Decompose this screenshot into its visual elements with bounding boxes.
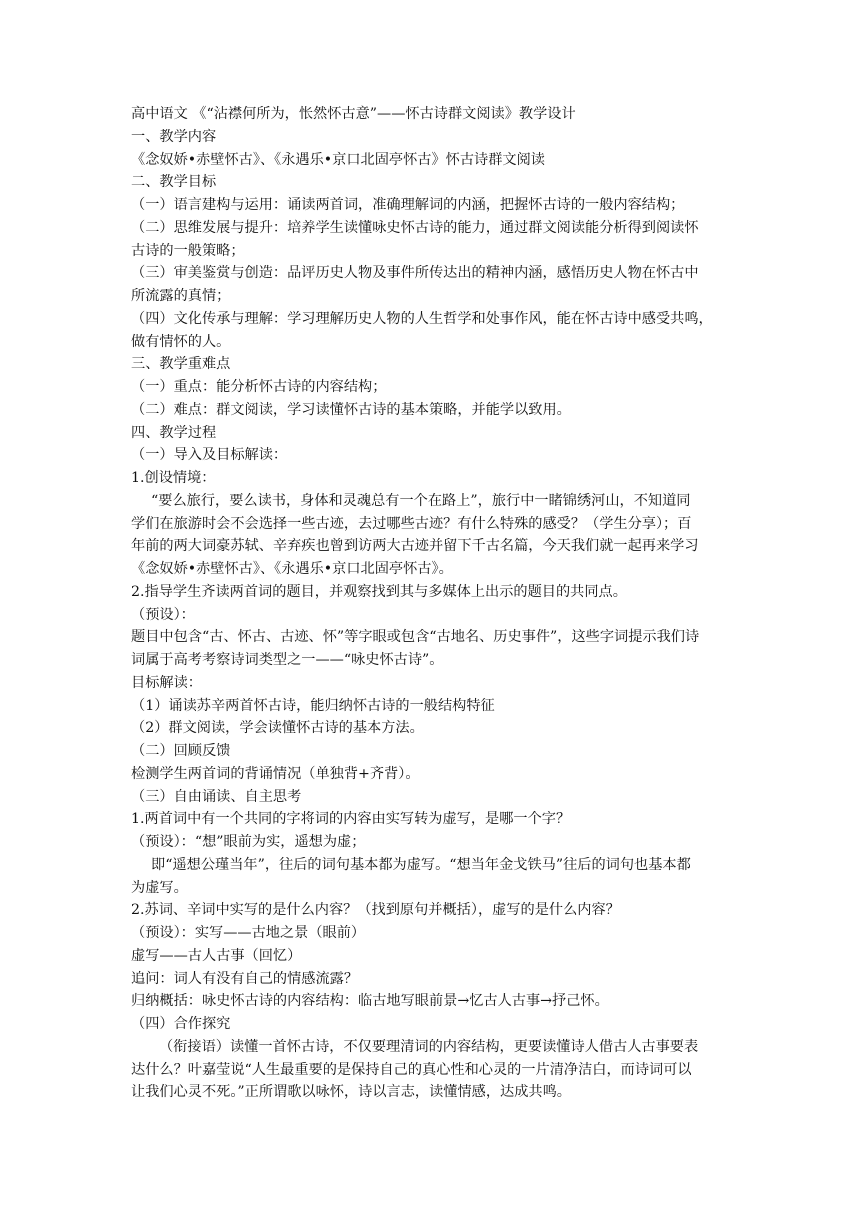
paragraph-line: 归纳概括：咏史怀古诗的内容结构：临古地写眼前景→忆古人古事→抒己怀。 xyxy=(131,993,609,1010)
paragraph-line: （二）思维发展与提升：培养学生读懂咏史怀古诗的能力，通过群文阅读能分析得到阅读怀 xyxy=(131,219,699,236)
section-heading-key-points: 三、教学重难点 xyxy=(131,356,231,373)
paragraph-line: 词属于高考考察诗词类型之一——“咏史怀古诗”。 xyxy=(131,652,444,668)
paragraph-line: （一）语言建构与运用：诵读两首词，准确理解词的内涵，把握怀古诗的一般内容结构； xyxy=(131,197,685,213)
section-heading-process: 四、教学过程 xyxy=(131,424,217,441)
paragraph-line: 2.苏词、辛词中实写的是什么内容？（找到原句并概括），虚写的是什么内容？ xyxy=(131,902,620,919)
paragraph-line: 为虚写。 xyxy=(131,879,188,896)
paragraph-line: 2.指导学生齐读两首词的题目，并观察找到其与多媒体上出示的题目的共同点。 xyxy=(131,583,627,600)
paragraph-line: 目标解读： xyxy=(131,674,202,691)
paragraph-line: 《念奴娇•赤壁怀古》、《永遇乐•京口北固亭怀古》。 xyxy=(131,561,453,577)
paragraph-line: 检测学生两首词的背诵情况（单独背+齐背）。 xyxy=(131,765,420,782)
paragraph-line: 达什么？叶嘉莹说“人生最重要的是保持自己的真心性和心灵的一片清净洁白，而诗词可以 xyxy=(131,1061,692,1078)
paragraph-line: （预设）：实写——古地之景（眼前） xyxy=(131,925,366,941)
paragraph-line: 追问：词人有没有自己的情感流露？ xyxy=(131,970,359,987)
paragraph-line: （1）诵读苏辛两首怀古诗，能归纳怀古诗的一般结构特征 xyxy=(131,697,495,714)
paragraph-line: （四）文化传承与理解：学习理解历史人物的人生哲学和处事作风，能在怀古诗中感受共鸣， xyxy=(131,310,713,327)
paragraph-line: 1.两首词中有一个共同的字将词的内容由实写转为虚写，是哪一个字？ xyxy=(131,811,571,828)
paragraph-line: 即“遥想公瑾当年”，往后的词句基本都为虚写。“想当年金戈铁马”往后的词句也基本都 xyxy=(151,856,691,873)
paragraph-line: （三）审美鉴赏与创造：品评历史人物及事件所传达出的精神内涵，感悟历史人物在怀古中 xyxy=(131,265,699,282)
paragraph-line: 1.创设情境： xyxy=(131,470,216,486)
paragraph-line: 让我们心灵不死。”正所谓歌以咏怀，诗以言志，读懂情感，达成共鸣。 xyxy=(131,1084,571,1101)
paragraph-line: （2）群文阅读，学会读懂怀古诗的基本方法。 xyxy=(131,720,424,737)
paragraph-line: （四）合作探究 xyxy=(131,1016,231,1032)
section-heading-objectives: 二、教学目标 xyxy=(131,174,217,191)
paragraph-line: （二）回顾反馈 xyxy=(131,743,231,759)
paragraph-line: （一）重点：能分析怀古诗的内容结构； xyxy=(131,379,387,395)
paragraph-line: （衔接语）读懂一首怀古诗，不仅要理清词的内容结构，更要读懂诗人借古人古事要表 xyxy=(159,1038,699,1055)
paragraph-line: 学们在旅游时会不会选择一些古迹，去过哪些古迹？有什么特殊的感受？（学生分享）；百 xyxy=(131,515,692,532)
paragraph-line: （三）自由诵读、自主思考 xyxy=(131,788,302,805)
paragraph-line: 做有情怀的人。 xyxy=(131,333,231,350)
paragraph-line: （预设）：“想”眼前为实，遥想为虚； xyxy=(131,834,366,850)
section-heading-content: 一、教学内容 xyxy=(131,128,217,145)
paragraph-line: （预设）： xyxy=(131,606,195,623)
paragraph-line: 年前的两大词豪苏轼、辛弃疾也曾到访两大古迹并留下千古名篇，今天我们就一起再来学习 xyxy=(131,538,699,555)
paragraph-line: “要么旅行，要么读书，身体和灵魂总有一个在路上”，旅行中一睹锦绣河山，不知道同 xyxy=(151,492,691,509)
paragraph-line: 《念奴娇•赤壁怀古》、《永遇乐•京口北固亭怀古》怀古诗群文阅读 xyxy=(131,151,545,168)
paragraph-line: （二）难点：群文阅读，学习读懂怀古诗的基本策略，并能学以致用。 xyxy=(131,401,571,418)
paragraph-line: （一）导入及目标解读： xyxy=(131,447,288,464)
document-title: 高中语文 《“沾襟何所为，怅然怀古意”——怀古诗群文阅读》教学设计 xyxy=(131,106,576,122)
paragraph-line: 所流露的真情； xyxy=(131,288,231,304)
paragraph-line: 古诗的一般策略； xyxy=(131,242,245,259)
document-body xyxy=(131,103,731,1104)
paragraph-line: 虚写——古人古事（回忆） xyxy=(131,947,302,964)
paragraph-line: 题目中包含“古、怀古、古迹、怀”等字眼或包含“古地名、历史事件”，这些字词提示我们诗 xyxy=(131,629,700,646)
